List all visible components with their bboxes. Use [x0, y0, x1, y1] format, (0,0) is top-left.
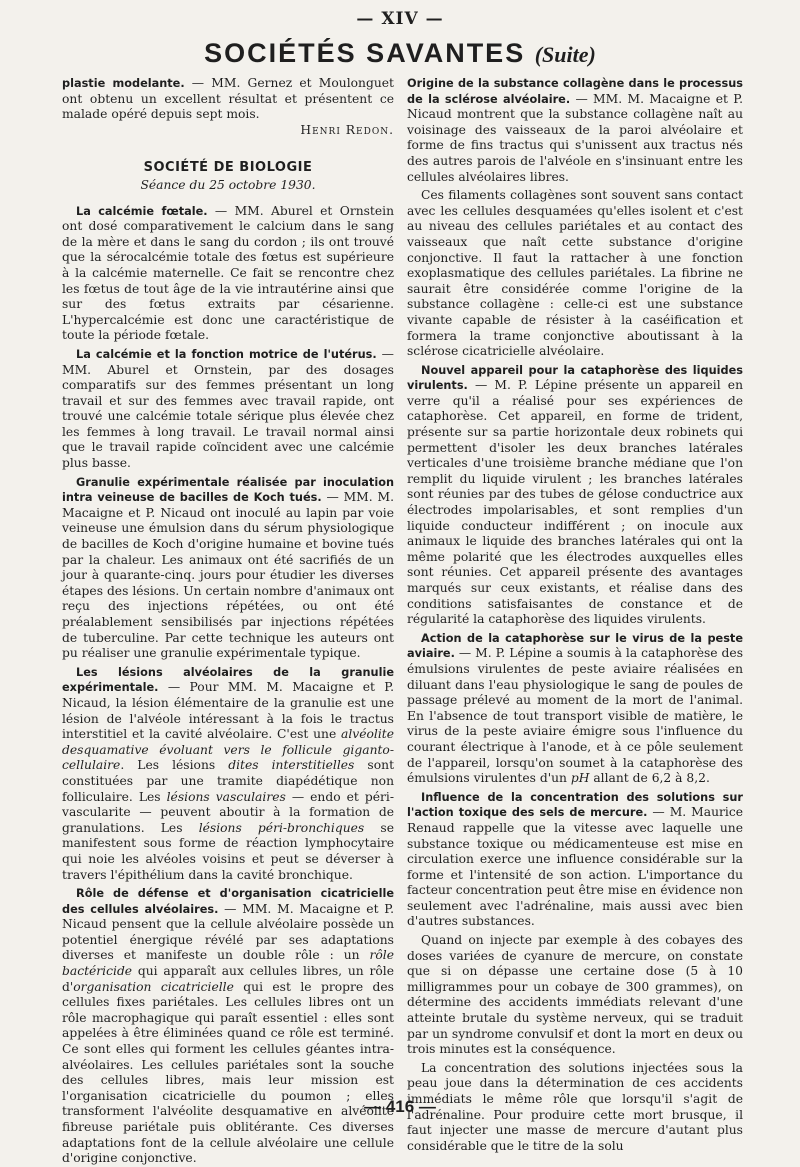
- continuation-paragraph: [62, 76, 394, 123]
- article-text: — Pour MM. M. Macaigne et P. Nicaud, la lésion élémentaire de la granulie est une lésion de l'alvéole intéressant à la fois le tractus interstitiel et la cavité alvéolaire. C'est une: [62, 680, 394, 742]
- article-italic: rôle bactéricide: [62, 948, 394, 979]
- article-calcemie-uterus: [62, 347, 394, 472]
- society-title: SOCIÉTÉ DE BIOLOGIE: [143, 160, 313, 176]
- article-text: sont constituées par une tramite diapédétique non folliculaire. Les: [62, 758, 395, 804]
- article-text: — MM. M. Macaigne et P. Nicaud pensent que la cellule alvéolaire possède un potentiel énergique révélé par ses adaptations diverses et manifeste un double rôle : un: [62, 901, 394, 963]
- article-title: La calcémie et la fonction motrice de l'utérus.: [76, 347, 377, 361]
- article-cataphorese-peste: [407, 631, 743, 787]
- article-title: Action de la cataphorèse sur le virus de la peste aviaire.: [407, 631, 743, 661]
- continuation-text: — MM. Gernez et Moulonguet ont obtenu un excellent résultat et présentent ce malade opéré depuis sept mois.: [62, 76, 394, 122]
- paragraph: La concentration des solutions injectées sous la peau joue dans la détermination de ces accidents immédiats le même rôle que lorsqu'il s'agit de l'adrénaline. Pour produire cette mort brusque, il faut injecter une masse de mercure d'autant plus considérable que le titre de la solu: [407, 1060, 743, 1153]
- article-title: Influence de la concentration des solutions sur l'action toxique des sels de mercure.: [407, 790, 743, 820]
- article-text: — endo et péri-vascularite — peuvent aboutir à la formation de granulations. Les: [62, 789, 394, 835]
- article-text: — M. P. Lépine présente un appareil en verre qu'il a réalisé pour ses expériences de cataphorèse. Cet appareil, en forme de trident, présente sur sa partie horizontale deux robinets qui permettent d'isoler les deux branches latérales verticales d'une troisième branche médiane que l'on remplit du liquide virulent ; les branches latérales sont réunies par des tubes de gélose conductrice aux électrodes impolarisables, et sont remplies d'un liquide conducteur indifférent ; on inocule aux animaux le liquide des branches latérales qui ont la même polarité que les électrodes auxquelles elles sont réunies. Cet appareil présente des avantages marqués sur ceux existants, et réalise dans des conditions satisfaisantes de constance et de régularité la cataphorèse des liquides virulents.: [407, 378, 743, 627]
- article-italic: dites interstitielles: [228, 758, 355, 773]
- article-text: allant de 6,2 à 8,2.: [589, 771, 710, 786]
- article-italic: lésions péri-bronchiques: [198, 820, 365, 835]
- paragraph: Ces filaments collagènes sont souvent sans contact avec les cellules desquamées qu'elles isolent et c'est au niveau des cellules pariétales et au contact des vaisseaux que naît cette substance d'origine conjonctive. Il faut la rattacher à une fonction exoplasmatique des cellules pariétales. La fibrine ne saurait être considérée comme l'origine de la substance collagène : celle-ci est une substance vivante capable de résister à la caséification et formera la trame conjonctive aboutissant à la sclérose cicatricielle alvéolaire.: [407, 188, 743, 359]
- article-text: — M. Maurice Renaud rappelle que la vitesse avec laquelle une substance toxique ou médicamenteuse est mise en circulation exerce une influence considérable sur la forme et l'intensité de son action. L'importance du facteur concentration peut être mise en évidence non seulement avec l'adrénaline, mais aussi avec bien d'autres substances.: [407, 805, 743, 929]
- left-column: [62, 76, 395, 1166]
- article-text: . Les lésions: [120, 758, 229, 773]
- article-lesions-alveolaires: [62, 665, 394, 883]
- article-concentration-mercure: [407, 790, 743, 930]
- roman-page-number: — XIV —: [356, 9, 444, 29]
- article-text: — MM. Aburel et Ornstein ont dosé comparativement le calcium dans le sang de la mère et dans le sang du cordon ; ils ont trouvé que la sérocalcémie totale des fœtus est supérieure à la calcémie maternelle. Ce fait se rencontre chez les fœtus de tout âge de la vie intrautérine ainsi que sur des fœtus extraits par césarienne. L'hypercalcémie est donc une caractéristique de toute la période fœtale.: [62, 203, 394, 343]
- author-signature: Henri Redon.: [300, 122, 394, 137]
- article-italic: organisation cicatricielle: [73, 979, 234, 994]
- header-title: SOCIÉTÉS SAVANTES: [204, 38, 526, 68]
- article-title: Origine de la substance collagène dans le processus de la sclérose alvéolaire.: [407, 77, 743, 106]
- article-text: — MM. Aburel et Ornstein, par des dosages comparatifs sur des femmes présentant un long travail et sur des femmes avec travail rapide, ont trouvé une calcémie totale sérique plus élevée chez les femmes à long travail. Le travail normal ainsi que le travail rapide coïncident avec une calcémie plus basse.: [62, 346, 394, 471]
- continuation-lead: plastie modelante.: [62, 77, 185, 90]
- article-text: se manifestent sous forme de réaction lymphocytaire qui noie les alvéoles voisins et peut se déverser à travers l'épithélium dans la cavité bronchique.: [62, 820, 394, 882]
- article-substance-collagene: [407, 76, 743, 185]
- article-italic: alvéolite desquamative évoluant vers le follicule giganto-cellulaire: [62, 727, 394, 773]
- article-italic: lésions vasculaires: [166, 789, 286, 804]
- page-number: — 416 —: [364, 1097, 436, 1116]
- article-text: qui apparaît aux cellules libres, un rôle d': [62, 964, 394, 994]
- article-title: Nouvel appareil pour la cataphorèse des liquides virulents.: [407, 363, 743, 393]
- article-title: La calcémie fœtale.: [76, 204, 208, 218]
- page-header: [0, 38, 800, 69]
- article-title: Rôle de défense et d'organisation cicatricielle des cellules alvéolaires.: [62, 887, 394, 916]
- article-cataphorese-appareil: [407, 363, 743, 628]
- article-calcemie-foetale: [62, 204, 394, 344]
- article-text: — MM. M. Macaigne et P. Nicaud montrent que la substance collagène naît au voisinage des vaisseaux de la paroi alvéolaire et forme de fins tractus qui s'unissent aux tractus nés des autres parois de l'alvéole en s'insinuant entre les cellules alvéolaires libres.: [407, 91, 743, 184]
- article-granulie: [62, 475, 394, 662]
- article-text: — M. P. Lépine a soumis à la cataphorèse des émulsions virulentes de peste aviaire réalisées en diluant dans l'eau physiologique le sang de poules de passage prélevé au moment de la mort de l'animal. En l'absence de tout transport visible de matière, le virus de la peste aviaire émigre sous l'influence du courant électrique à l'anode, et à ce pôle seulement de l'appareil, lorsqu'on soumet à la cataphorèse des émulsions virulentes d'un: [407, 646, 743, 786]
- paragraph: Quand on injecte par exemple à des cobayes des doses variées de cyanure de mercure, on constate que si on dépasse une certaine dose (5 à 10 milligrammes pour un cobaye de 300 grammes), on détermine des accidents immédiats relevant d'une atteinte brutale du système nerveux, qui se traduit par un syndrome convulsif et dont la mort en deux ou trois minutes est la conséquence.: [407, 933, 743, 1057]
- article-title: Les lésions alvéolaires de la granulie expérimentale.: [62, 665, 394, 695]
- article-italic: pH: [570, 771, 590, 786]
- article-text: — MM. M. Macaigne et P. Nicaud ont inoculé au lapin par voie veineuse une émulsion dans du sérum physiologique de bacilles de Koch d'origine humaine et bovine tués par la chaleur. Les animaux ont été sacrifiés de un jour à quarante-cinq. jours pour étudier les diverses étapes des lésions. Un certain nombre d'animaux ont reçu des injections répétées, ou ont été préalablement sensibilisés par injections répétées de tuberculine. Par cette technique les auteurs ont pu réaliser une granulie expérimentale typique.: [62, 490, 394, 661]
- article-role-defense: [62, 886, 394, 1167]
- article-text: qui est le propre des cellules fixes pariétales. Les cellules libres ont un rôle macrophagique qui paraît essentiel : elles sont appelées à être éliminées quand ce rôle est terminé. Ce sont elles qui forment les cellules géantes intra-alvéolaires. Les cellules pariétales sont la souche des cellules libres, mais leur mission est l'organisation cicatricielle du poumon ; elles transforment l'alvéolite desquamative en alvéolite fibreuse pariétale puis oblitérante. Ces diverses adaptations font de la cellule alvéolaire une cellule d'origine conjonctive.: [62, 979, 394, 1166]
- session-date: Séance du 25 octobre 1930.: [140, 177, 316, 192]
- right-column: [407, 76, 743, 1153]
- header-suite: (Suite): [534, 42, 596, 67]
- article-title: Granulie expérimentale réalisée par inoculation intra veineuse de bacilles de Koch tués.: [62, 475, 394, 505]
